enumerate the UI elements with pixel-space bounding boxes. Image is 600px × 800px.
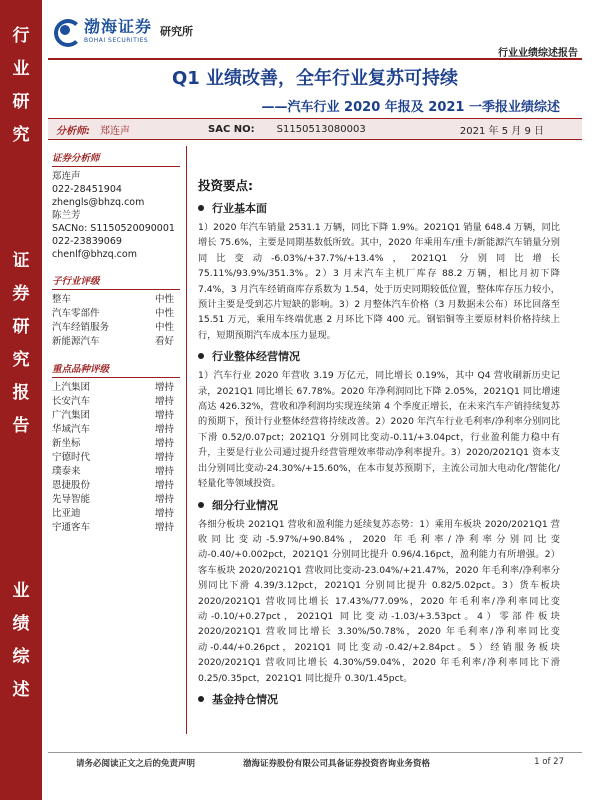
analyst-line: 陈兰芳 [52, 210, 81, 221]
sidebar-char: 述 [12, 680, 30, 700]
rating-name: 比亚迪 [52, 508, 81, 519]
bullet-icon [198, 353, 204, 359]
rating-name: 汽车经销服务 [52, 322, 110, 333]
report-title: Q1 业绩改善，全年行业复苏可持续 [171, 68, 459, 89]
rating-value: 增持 [154, 396, 174, 407]
analyst-list [52, 170, 180, 261]
bullet-icon [198, 205, 204, 211]
analyst-line: 022-23839069 [52, 236, 122, 247]
sidebar-char: 研 [12, 92, 30, 112]
rating-row [52, 451, 180, 465]
sidebar-char: 绩 [12, 614, 30, 634]
page-number: 1 of 27 [534, 757, 564, 767]
left-column [52, 146, 180, 535]
sidebar-char: 证 [12, 251, 30, 271]
analyst-line: 郑连声 [52, 171, 81, 182]
investment-title: 投资要点: [198, 178, 253, 193]
sidebar-char: 究 [12, 350, 30, 370]
bullet-icon [198, 502, 204, 508]
rating-value: 增持 [154, 508, 174, 519]
analysts-heading: 证券分析师 [52, 150, 180, 167]
sidebar-char: 报 [12, 383, 30, 403]
header-divider [48, 58, 582, 60]
left-sidebar [0, 0, 42, 800]
report-date: 2021 年 5 月 9 日 [459, 125, 544, 137]
section-paragraph: 1）2020 年汽车销量 2531.1 万辆，同比下降 1.9%。2021Q1 销量 648.4 万辆，同比增长 75.6%，主要是同期基数低所致。其中，2020 年乘用车/重卡/新能源汽车销量分别同比变动-6.03%/+37.7%/+13.4%，2021Q1 分别同比增长 75.11%/93.9%/351.3%。2）3 月末汽车主机厂库存 88.2 万辆，相比月初下降 7.4%，3 月汽车经销商库存系数为 1.54，处于历史同期较低位置，整体库存压力较小，预计主要是受到芯片短缺的影响。3）2 月整体汽车价格（3 月数据未公布）环比回落至 15.51 万元，乘用车终端优惠 2 月环比下降 400 元。钢铝铜等主要原材料价格持续上行，短期预期汽车成本压力显现。 [198, 222, 560, 341]
analyst-line: chenlf@bhzq.com [52, 249, 137, 260]
company-qualification: 渤海证券股份有限公司具备证券投资咨询业务资格 [243, 759, 431, 769]
key-ratings-heading: 重点品种评级 [52, 361, 180, 378]
footer [48, 757, 582, 769]
analyst-line: SACNo: S1150520090001 [52, 223, 175, 234]
logo-name-cn: 渤海证券 [84, 17, 153, 36]
rating-name: 整车 [52, 294, 72, 305]
analyst-line: 022-28451904 [52, 184, 122, 195]
rating-value: 增持 [154, 382, 174, 393]
rating-value: 增持 [154, 438, 174, 449]
rating-row [52, 293, 180, 307]
rating-name: 汽车零部件 [52, 308, 100, 319]
section-heading-text: 细分行业情况 [212, 498, 278, 512]
section-heading [198, 348, 560, 364]
rating-row [52, 335, 180, 349]
company-logo [52, 14, 193, 44]
section-heading-text: 行业整体经营情况 [212, 350, 300, 364]
sidebar-performance-review [0, 575, 42, 707]
rating-row [52, 395, 180, 409]
research-dept: 研究所 [160, 25, 194, 38]
report-type: 行业业绩综述报告 [498, 48, 578, 59]
sac-number: S1150513080003 [276, 123, 366, 135]
rating-row [52, 479, 180, 493]
bullet-icon [198, 696, 204, 702]
rating-name: 华域汽车 [52, 424, 91, 435]
rating-row [52, 521, 180, 535]
main-content [198, 176, 560, 711]
analyst-name: 郑连声 [100, 125, 130, 137]
rating-value: 增持 [154, 522, 174, 533]
rating-value: 中性 [154, 322, 174, 333]
section-heading [198, 200, 560, 216]
rating-row [52, 493, 180, 507]
section-heading [198, 497, 560, 513]
sidebar-char: 研 [12, 317, 30, 337]
rating-row [52, 321, 180, 335]
logo-name-en: BOHAI SECURITIES [84, 37, 149, 44]
rating-name: 宇通客车 [52, 522, 91, 533]
section-heading-text: 基金持仓情况 [212, 692, 278, 706]
sub-ratings-heading: 子行业评级 [52, 273, 180, 290]
rating-name: 新坐标 [52, 438, 81, 449]
report-subtitle: ——汽车行业 2020 年报及 2021 一季报业绩综述 [261, 100, 560, 115]
rating-value: 增持 [154, 452, 174, 463]
sidebar-industry-research [0, 20, 42, 152]
rating-row [52, 437, 180, 451]
section-heading [198, 691, 560, 707]
sidebar-char: 综 [12, 647, 30, 667]
rating-name: 新能源汽车 [52, 336, 100, 347]
analyst-line: zhengls@bhzq.com [52, 197, 145, 208]
column-divider [186, 146, 187, 734]
rating-name: 长安汽车 [52, 396, 91, 407]
info-bar [48, 118, 582, 140]
rating-name: 璞泰来 [52, 466, 81, 477]
key-ratings-table [52, 381, 180, 535]
section-paragraph: 各细分板块 2021Q1 营收和盈利能力延续复苏态势：1）乘用车板块 2020/2021Q1 营收同比变动-5.97%/+90.84%，2020 年毛利率/净利率分别同比变动-0.40/+0.002pct，2021Q1 分别同比提升 0.96/4.16pct，盈利能力有所增强。2）客车板块 2020/2021Q1 营收同比变动-23.04%/+21.47%，2020 年毛利率/净利率分别同比下滑 4.39/3.12pct，2021Q1 分别同比提升 0.82/5.02pct。3）货车板块 2020/2021Q1 营收同比增长 17.43%/77.09%，2020 年毛利率/净利率同比变动-0.10/+0.27pct，2021Q1 同比变动-1.03/+3.53pct。4）零部件板块 2020/2021Q1 营收同比增长 3.30%/50.78%，2020 年毛利率/净利率同比变动-0.44/+0.26pct，2021Q1 同比变动-0.42/+2.84pct。5）经销服务板块 2020/2021Q1 营收同比增长 4.30%/59.04%，2020 年毛利率/净利率同比下滑 0.25/0.35pct，2021Q1 同比提升 0.30/1.45pct。 [198, 518, 560, 684]
rating-name: 先导智能 [52, 494, 91, 505]
rating-row [52, 409, 180, 423]
logo-icon [52, 16, 78, 42]
rating-row [52, 307, 180, 321]
investment-sections [198, 200, 560, 707]
analyst-label: 分析师: [56, 125, 90, 137]
sidebar-char: 行 [12, 26, 30, 46]
sidebar-securities-report [0, 245, 42, 443]
rating-row [52, 423, 180, 437]
rating-value: 增持 [154, 410, 174, 421]
rating-name: 广汽集团 [52, 410, 91, 421]
rating-value: 中性 [154, 308, 174, 319]
sidebar-char: 业 [12, 581, 30, 601]
rating-row [52, 507, 180, 521]
sidebar-char: 究 [12, 125, 30, 145]
rating-name: 宁德时代 [52, 452, 91, 463]
rating-value: 增持 [154, 480, 174, 491]
rating-value: 增持 [154, 494, 174, 505]
sac-label: SAC NO: [208, 123, 255, 135]
section-heading-text: 行业基本面 [212, 202, 267, 215]
rating-name: 恩捷股份 [52, 480, 91, 491]
sub-ratings-table [52, 293, 180, 349]
rating-name: 上汽集团 [52, 382, 91, 393]
sidebar-char: 告 [12, 416, 30, 436]
rating-value: 增持 [154, 466, 174, 477]
rating-value: 增持 [154, 424, 174, 435]
footer-divider [48, 752, 582, 753]
rating-row [52, 381, 180, 395]
sidebar-char: 券 [12, 284, 30, 304]
rating-row [52, 465, 180, 479]
disclaimer-note: 请务必阅读正文之后的免责声明 [76, 759, 196, 769]
sidebar-char: 业 [12, 59, 30, 79]
rating-value: 中性 [154, 294, 174, 305]
section-paragraph: 1）汽车行业 2020 年营收 3.19 万亿元，同比增长 0.19%，其中 Q4 营收刷新历史记录，2021Q1 同比增长 67.78%。2020 年净利润同比下降 2.05%，2021Q1 同比增速高达 426.32%，营收和净利润均实现连续第 4 个季度正增长，在未来汽车产销持续复苏的预期下，预计行业整体经营将持续改善。2）2020 年汽车行业毛利率/净利率分别同比下滑 0.52/0.07pct；2021Q1 分别同比变动-0.11/+3.04pct，行业盈利能力稳中有升，主要是行业公司通过提升经营管理效率带动净利率提升。3）2020/2021Q1 资本支出分别同比变动-24.30%/+15.60%，在本市复苏预期下，主流公司加大电动化/智能化/轻量化等领域投资。 [198, 370, 560, 490]
rating-value: 看好 [154, 336, 174, 347]
